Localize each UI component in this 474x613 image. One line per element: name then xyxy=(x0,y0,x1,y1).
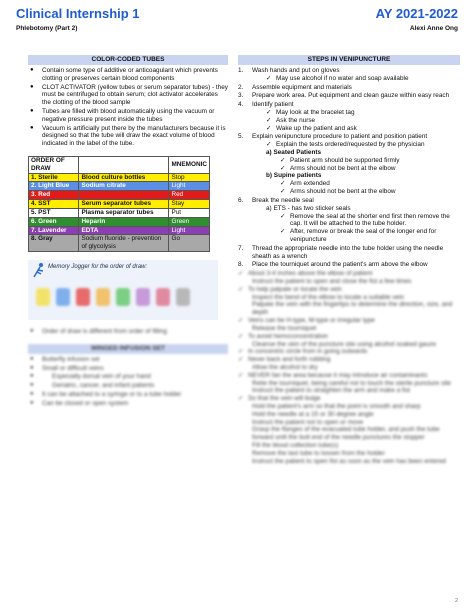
table-cell: 2. Light Blue xyxy=(29,182,79,191)
table-cell: 8. Gray xyxy=(29,235,79,252)
check-item: ✓ Explain the tests ordered/requested by the physician xyxy=(266,141,460,149)
table-cell: Light xyxy=(169,182,210,191)
table-header: ORDER OF DRAW xyxy=(29,157,79,174)
table-cell: 5. PST xyxy=(29,208,79,217)
table-cell: Stay xyxy=(169,200,210,209)
table-row xyxy=(29,217,210,226)
check-item: ✓ After, remove or break the seal of the longer end for venipuncture xyxy=(280,228,460,244)
list-item: 3. Prepare work area. Put equipment and clean gauze within easy reach xyxy=(238,92,450,100)
step-text: Explain venipuncture procedure to patient and position patient xyxy=(252,133,428,141)
list-item: Hold the needle at a 15 or 30 degree angle xyxy=(252,410,374,418)
memory-jogger-title: Memory Jogger for the order of draw: xyxy=(48,263,148,270)
list-item: Instruct the patient not to open or move xyxy=(252,418,364,426)
list-item: ● It can be attached to a syringe or to a tube holder xyxy=(28,391,228,399)
check-item: ✓ Arms should not be bent at the elbow xyxy=(280,165,460,173)
list-item: Instruct the patient to open and close the fist a few times xyxy=(252,278,412,286)
table-row xyxy=(29,208,210,217)
table-cell: 7. Lavender xyxy=(29,226,79,235)
check-item: ✓ May use alcohol if no water and soap available xyxy=(266,75,460,83)
table-cell: 3. Red xyxy=(29,191,79,200)
table-row xyxy=(29,226,210,235)
check-item: ✓ Arm extended xyxy=(280,180,460,188)
left-column xyxy=(28,55,228,409)
blurred-steps xyxy=(238,270,460,465)
list-item: ● Can be closed or open system xyxy=(28,400,228,408)
page-header xyxy=(16,6,458,46)
academic-year: AY 2021-2022 xyxy=(375,6,458,21)
course-subtitle: Phlebotomy (Part 2) xyxy=(16,25,78,32)
winged-bullets xyxy=(28,356,228,408)
sub-heading: b) Supine patients xyxy=(266,172,322,180)
right-column xyxy=(238,55,460,466)
list-item: ✓ Veins can be H-type, M-type or irregular type xyxy=(238,317,460,325)
check-item: ✓ May look at the bracelet tag xyxy=(266,109,460,117)
list-item: Instruct the patient to open fist as soon as the vein has been entered xyxy=(252,457,446,465)
list-item: 6. Break the needle seal a) ETS - has two sticker seals ✓ Remove the seal at the shorter end first then remove the cap. It will be attached to the tube holder. ✓ After, remove or break the seal of the longer end for venipuncture xyxy=(238,197,460,244)
author-name: Alexi Anne Ong xyxy=(409,25,458,32)
list-item: ✓ About 3-4 inches above the elbow of patient xyxy=(238,270,460,278)
list-item: 4. Identify patient ✓ May look at the bracelet tag ✓ Ask the nurse ✓ Wake up the patient and ask xyxy=(238,101,460,132)
list-item: ✓ In concentric circle from in going outwards xyxy=(238,348,460,356)
step-text: Identify patient xyxy=(252,101,294,109)
tube-cap xyxy=(176,288,190,306)
list-item: Remove the last tube to loosen from the holder xyxy=(252,449,385,457)
list-item: ● Small or difficult veins xyxy=(28,365,228,373)
step-text: Assemble equipment and materials xyxy=(252,83,352,91)
table-cell: Serum separator tubes xyxy=(79,200,169,209)
table-cell: Blood culture bottles xyxy=(79,173,169,182)
table-cell: Stop xyxy=(169,173,210,182)
sub-heading: a) Seated Patients xyxy=(266,149,322,157)
list-item: ✓ To help palpate or locate the vein xyxy=(238,286,460,294)
step-text: Prepare work area. Put equipment and clean gauze within easy reach xyxy=(252,92,450,100)
list-item: 8. Place the tourniquet around the patient's arm above the elbow xyxy=(238,261,428,269)
table-row xyxy=(29,235,210,252)
step-text: Place the tourniquet around the patient's arm above the elbow xyxy=(252,261,428,269)
list-item: Hold the patient's arm so that the point is smooth and sharp xyxy=(252,403,421,411)
list-item: 7. Thread the appropriate needle into the tube holder using the needle sheath as a wrench xyxy=(238,244,444,260)
table-cell: Green xyxy=(169,217,210,226)
table-header xyxy=(79,157,169,174)
table-cell: Red xyxy=(169,191,210,200)
table-row xyxy=(29,173,210,182)
list-item: Inspect the bend of the elbow to locate a suitable vein xyxy=(252,293,405,301)
list-item: Palpate the vein with the fingertips to determine the direction, size, and depth xyxy=(252,301,453,317)
page-number: 2 xyxy=(454,598,458,605)
list-item: ● Geriatric, cancer, and infant patients xyxy=(28,382,228,390)
check-item: ✓ Ask the nurse xyxy=(266,117,460,125)
list-item: ✓ NEVER fan the area because it may introduce air contaminants xyxy=(238,372,460,380)
table-cell: Light xyxy=(169,226,210,235)
tube-cap xyxy=(96,288,110,306)
table-cell: Plasma separator tubes xyxy=(79,208,169,217)
list-item: ✓ So that the vein will bulge xyxy=(238,395,460,403)
check-item: ✓ Arms should not be bent at the elbow xyxy=(280,188,460,196)
course-title: Clinical Internship 1 xyxy=(16,6,140,21)
table-cell: 6. Green xyxy=(29,217,79,226)
table-row xyxy=(29,191,210,200)
list-item: ● CLOT ACTIVATOR (yellow tubes or serum separator tubes) - they must be centrifuged to obtain serum; clot activator accelerates the clotting of the blood sample xyxy=(28,84,228,107)
step-text: Thread the appropriate needle into the tube holder using the needle sheath as a wrench xyxy=(252,244,444,260)
list-item: Instruct the patient to straighten the arm and make a fist xyxy=(252,387,411,395)
table-cell: Put xyxy=(169,208,210,217)
sub-heading: a) ETS - has two sticker seals xyxy=(266,204,351,212)
table-cell: Heparin xyxy=(79,217,169,226)
table-cell: Sodium fluoride - prevention of glycolysis xyxy=(79,235,169,252)
list-item: Fill the blood collection tube(s) xyxy=(252,442,339,450)
memory-jogger-figure xyxy=(28,260,218,320)
tube-cap xyxy=(76,288,90,306)
tube-cap xyxy=(116,288,130,306)
table-cell: Sodium citrate xyxy=(79,182,169,191)
list-item: ● Contain some type of additive or anticoagulant which prevents clotting or preserves certain blood components xyxy=(28,67,228,83)
list-item: Retie the tourniquet, being careful not to touch the sterile puncture site xyxy=(252,379,451,387)
order-of-draw-table xyxy=(28,156,210,252)
list-item: ● Butterfly infusion set xyxy=(28,356,228,364)
tube-cap xyxy=(36,288,50,306)
table-cell xyxy=(79,191,169,200)
list-item: 2. Assemble equipment and materials xyxy=(238,83,352,91)
table-row xyxy=(29,200,210,209)
list-item: ● Order of draw is different from order of filling xyxy=(28,328,228,336)
tube-bullets xyxy=(28,67,228,148)
list-item: Grasp the flanges of the evacuated tube holder, and push the tube forward until the butt end of the needle punctures the stopper xyxy=(252,426,440,442)
venipuncture-steps xyxy=(238,67,460,269)
list-item: ● Vacuum is artificially put there by the manufacturers because it is designed so that the tube will draw the exact volume of blood indicated in the label of the tube. xyxy=(28,125,228,148)
section-title-tubes: COLOR-CODED TUBES xyxy=(28,55,228,65)
step-text: Break the needle seal xyxy=(252,196,314,204)
table-cell: EDTA xyxy=(79,226,169,235)
table-header: MNEMONIC xyxy=(169,157,210,174)
list-item: ✓ Never back and forth rubbing xyxy=(238,356,460,364)
tube-cap xyxy=(136,288,150,306)
check-item: ✓ Remove the seal at the shorter end first then remove the cap. It will be attached to the tube holder. xyxy=(280,213,460,229)
list-item: 5. Explain venipuncture procedure to patient and position patient ✓ Explain the tests ordered/requested by the physician a) Seated Patients ✓ Patient arm should be supported firmly ✓ Arms should not be bent at the elbow b) Supine patients ✓ Arm extended ✓ Arms should not be bent at the elbow xyxy=(238,133,460,196)
section-title-steps: STEPS IN VENIPUNCTURE xyxy=(238,55,460,65)
check-item: ✓ Wake up the patient and ask xyxy=(266,125,460,133)
section-title-winged: WINGED INFUSION SET xyxy=(28,344,228,354)
step-text: Wash hands and put on gloves xyxy=(252,66,340,74)
list-item: ● Tubes are filled with blood automatically using the vacuum or negative pressure present inside the tubes xyxy=(28,108,228,124)
table-cell: 1. Sterile xyxy=(29,173,79,182)
list-item: Cleanse the skin of the puncture site using alcohol soaked gauze xyxy=(252,340,437,348)
table-cell: Go xyxy=(169,235,210,252)
runner-icon xyxy=(32,262,46,278)
order-note xyxy=(28,328,228,336)
list-item: ● Especially dorsal vein of your hand xyxy=(28,373,228,381)
table-cell: 4. SST xyxy=(29,200,79,209)
tube-cap-row xyxy=(36,288,190,306)
check-item: ✓ Patient arm should be supported firmly xyxy=(280,157,460,165)
list-item: 1. Wash hands and put on gloves ✓ May use alcohol if no water and soap available xyxy=(238,67,460,83)
list-item: ✓ To avoid hemoconcentration xyxy=(238,333,460,341)
tube-cap xyxy=(156,288,170,306)
table-row xyxy=(29,182,210,191)
list-item: Release the tourniquet xyxy=(252,324,317,332)
tube-cap xyxy=(56,288,70,306)
list-item: Allow the alcohol to dry xyxy=(252,363,318,371)
